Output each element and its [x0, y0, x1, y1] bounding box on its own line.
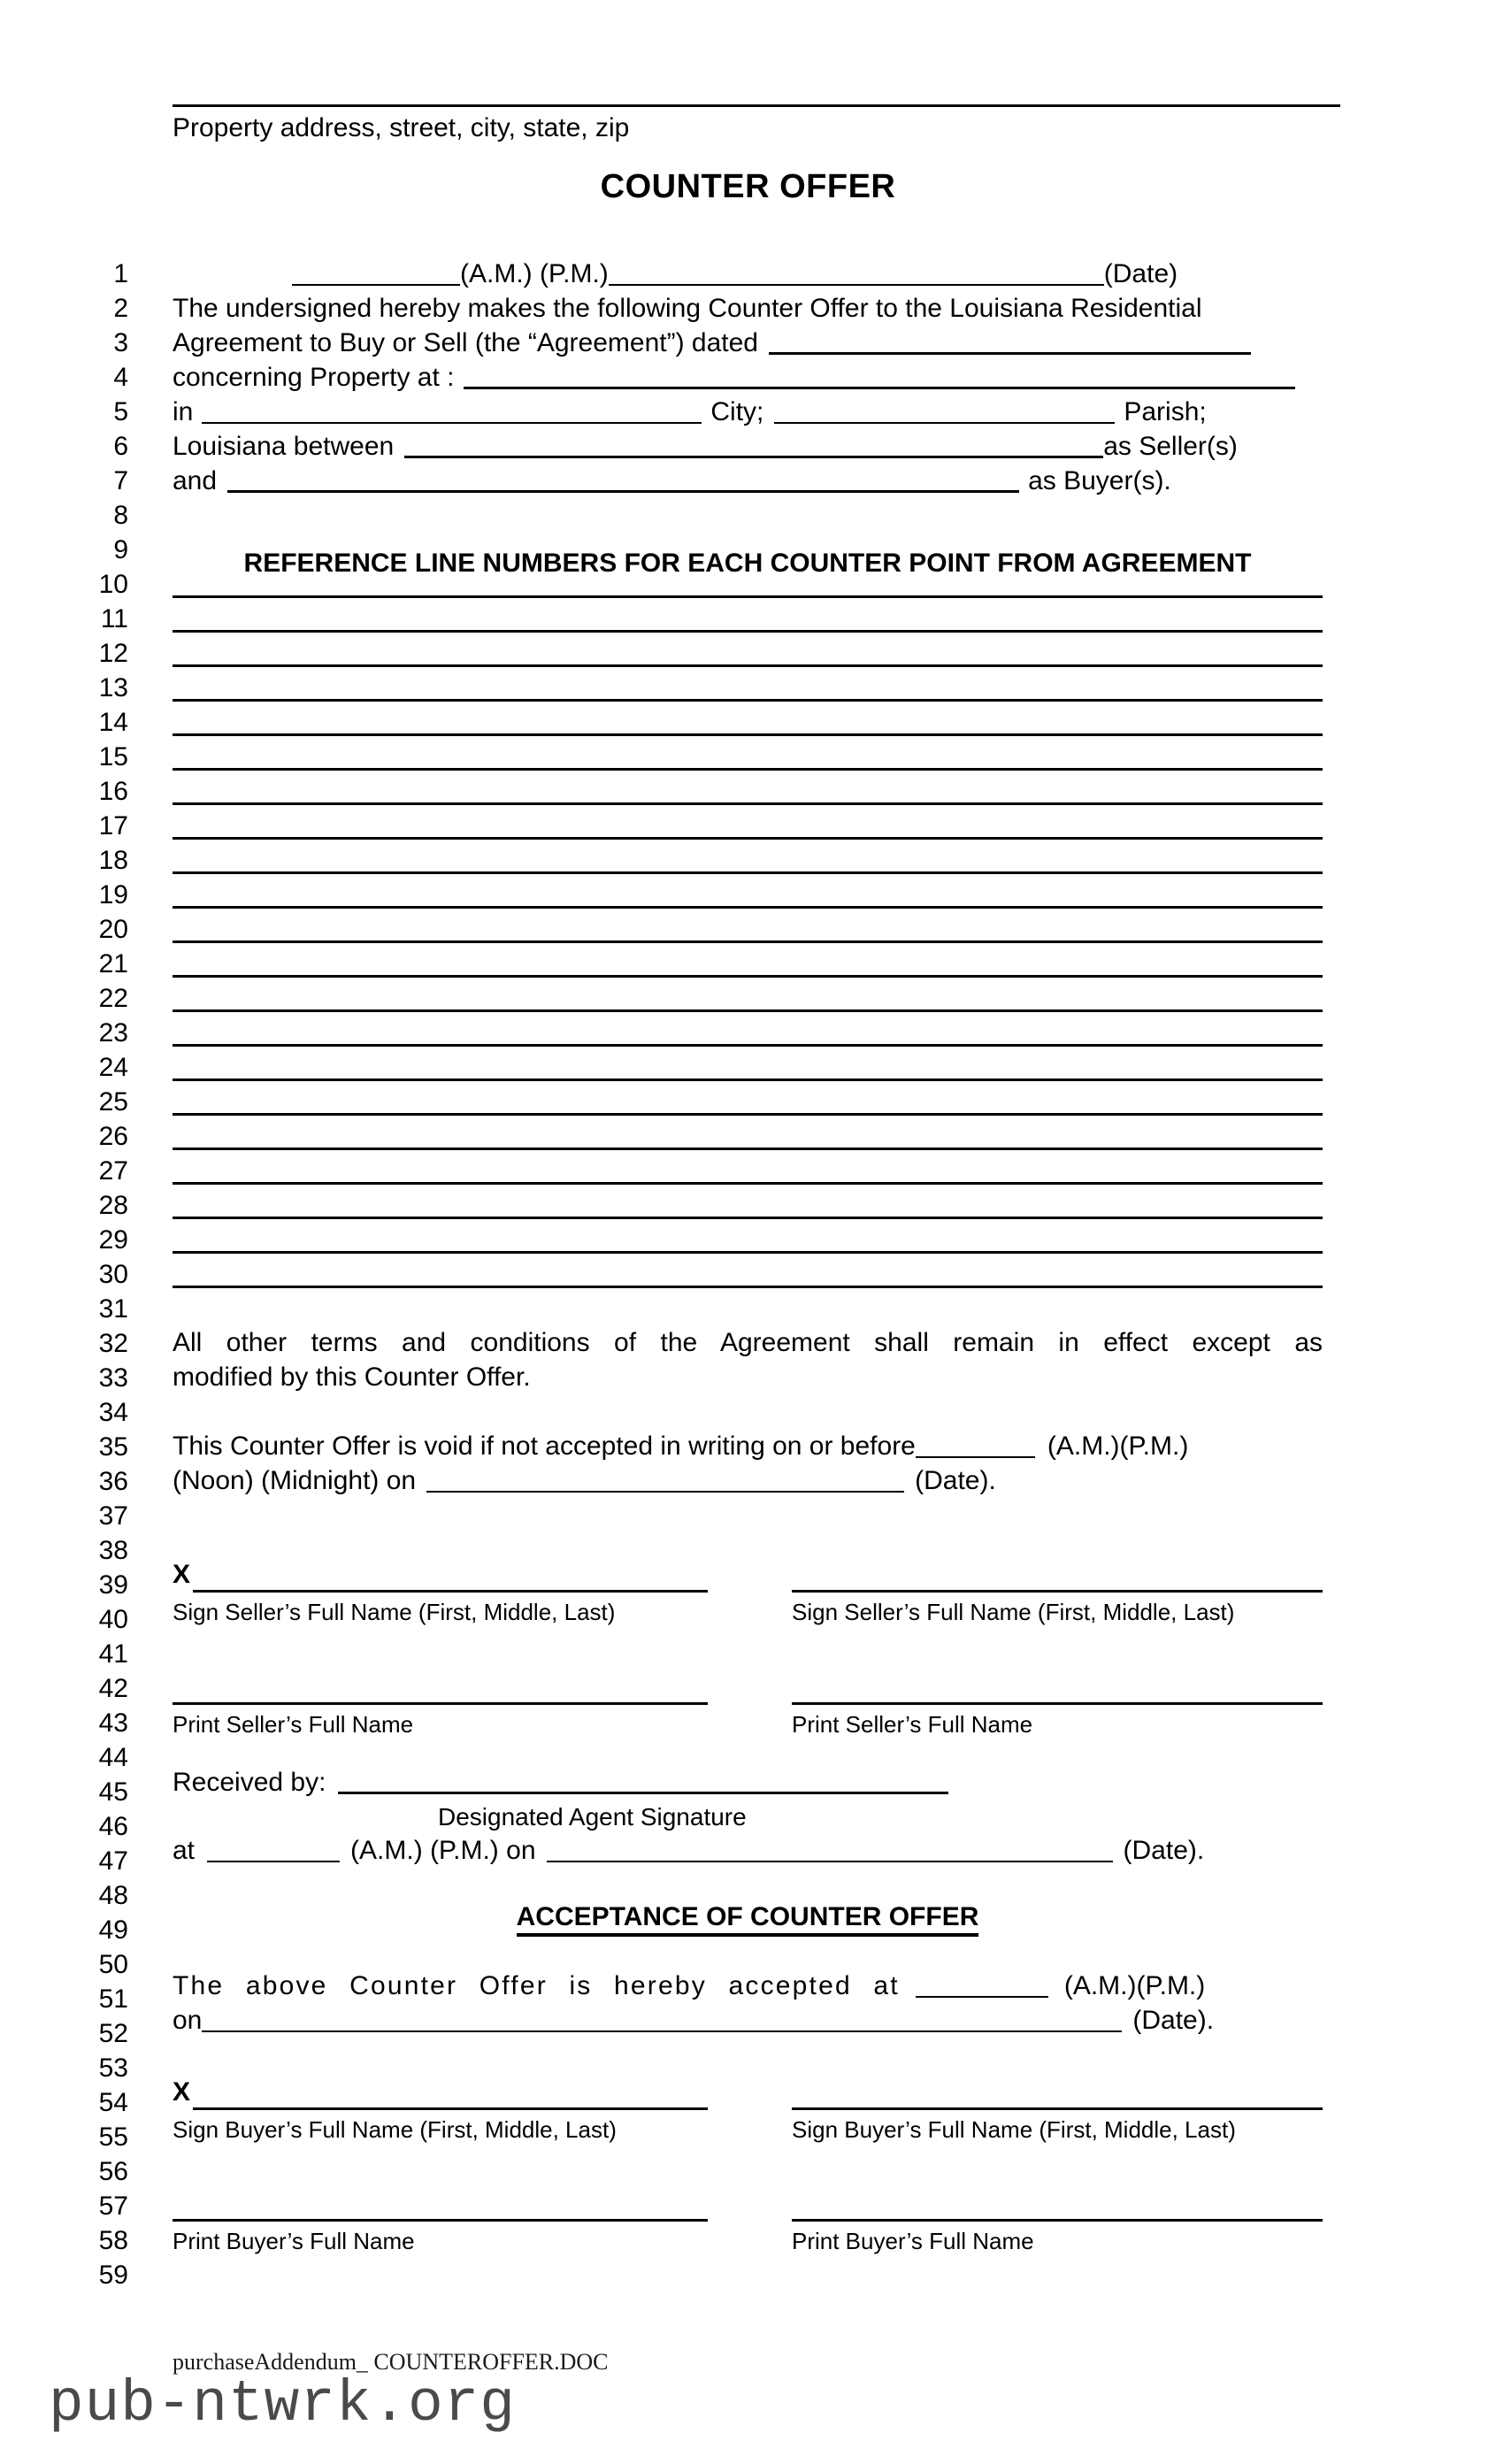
line-number-label: 6: [113, 432, 128, 461]
line-number-label: 14: [98, 708, 128, 737]
line-5-city-label: City;: [710, 397, 764, 426]
line-number-label: 30: [98, 1260, 128, 1289]
line-number-label: 5: [113, 397, 128, 426]
counter-point-rule-25[interactable]: [173, 1113, 1323, 1116]
line-33-content: modified by this Counter Offer.: [173, 1362, 531, 1392]
line-45-content: [173, 1765, 1323, 1800]
counter-point-rule-15[interactable]: [173, 768, 1323, 771]
received-time-blank[interactable]: [207, 1841, 340, 1862]
line-number-label: 51: [98, 1984, 128, 2014]
line-4-text: concerning Property at :: [173, 363, 455, 392]
counter-point-rule-16[interactable]: [173, 802, 1323, 805]
buyer-sign-caption-left: Sign Buyer’s Full Name (First, Middle, Last): [173, 2116, 617, 2143]
line-number-56: [0, 2154, 1496, 2189]
line-number-59: [0, 2258, 1496, 2292]
line-36-content: [173, 1463, 1323, 1498]
line-number-label: 38: [98, 1536, 128, 1565]
line-number-label: 32: [98, 1329, 128, 1358]
line-number-label: 22: [98, 984, 128, 1013]
line-1-ampm-label: (A.M.) (P.M.): [460, 259, 609, 288]
seller-print-rule-right[interactable]: [792, 1702, 1323, 1705]
line-number-label: 1: [113, 259, 128, 288]
line-number-label: 42: [98, 1674, 128, 1703]
counter-point-rule-26[interactable]: [173, 1148, 1323, 1150]
form-line-1: [0, 257, 1496, 291]
form-line-4: [0, 360, 1496, 395]
line-number-label: 43: [98, 1708, 128, 1738]
seller-signature-rule-right[interactable]: [792, 1590, 1323, 1593]
counter-point-rule-17[interactable]: [173, 837, 1323, 840]
line-number-37: [0, 1499, 1496, 1533]
received-by-label: Received by:: [173, 1768, 326, 1797]
counter-point-rule-22[interactable]: [173, 1009, 1323, 1012]
line-number-label: 40: [98, 1605, 128, 1634]
buyer-signature-rule-right[interactable]: [792, 2107, 1323, 2110]
line-1-date-label: (Date): [1103, 259, 1178, 288]
line-number-label: 23: [98, 1018, 128, 1048]
counter-point-rule-28[interactable]: [173, 1217, 1323, 1219]
line-2-content: The undersigned hereby makes the following Counter Offer to the Louisiana Residential: [173, 294, 1202, 323]
line-number-label: 2: [113, 294, 128, 323]
line-number-label: 24: [98, 1053, 128, 1082]
line-1-content: [173, 257, 1323, 291]
line-number-label: 12: [98, 639, 128, 668]
void-time-blank[interactable]: [916, 1437, 1035, 1458]
acceptance-date-blank[interactable]: [202, 2011, 1122, 2032]
line-number-label: 8: [113, 501, 128, 530]
form-line-52: [0, 2003, 1496, 2038]
form-line-5: [0, 395, 1496, 429]
line-number-label: 3: [113, 328, 128, 357]
counter-point-rule-12[interactable]: [173, 664, 1323, 667]
counter-point-rule-19[interactable]: [173, 906, 1323, 909]
line-4-content: [173, 360, 1323, 395]
form-line-47: [0, 1833, 1496, 1868]
line-number-label: 49: [98, 1915, 128, 1945]
line-number-label: 9: [113, 535, 128, 564]
counter-point-rule-11[interactable]: [173, 630, 1323, 633]
line-number-label: 48: [98, 1881, 128, 1910]
line-number-label: 35: [98, 1432, 128, 1462]
buyer-print-rule-right[interactable]: [792, 2219, 1323, 2222]
line-7-buyer-label: as Buyer(s).: [1028, 466, 1171, 495]
line-number-label: 10: [98, 570, 128, 599]
line-number-label: 7: [113, 466, 128, 495]
line-number-label: 45: [98, 1777, 128, 1807]
agent-signature-blank[interactable]: [338, 1772, 948, 1794]
buyer-signature-rule-left[interactable]: [193, 2107, 708, 2110]
line-number-label: 41: [98, 1639, 128, 1669]
line-6-content: [173, 429, 1323, 464]
line-number-label: 39: [98, 1570, 128, 1600]
line-number-label: 36: [98, 1467, 128, 1496]
form-line-45: [0, 1765, 1496, 1800]
line-number-label: 54: [98, 2088, 128, 2117]
form-line-32: [0, 1325, 1496, 1360]
seller-print-rule-left[interactable]: [173, 1702, 708, 1705]
line-number-label: 33: [98, 1363, 128, 1393]
line-number-label: 20: [98, 915, 128, 944]
line-number-label: 55: [98, 2122, 128, 2152]
counter-point-rule-18[interactable]: [173, 871, 1323, 874]
property-address-caption: Property address, street, city, state, zip: [173, 113, 630, 142]
buyer-name-blank[interactable]: [227, 471, 1019, 493]
counter-point-rule-14[interactable]: [173, 733, 1323, 736]
acceptance-date-label: (Date).: [1132, 2006, 1215, 2035]
line-number-label: 4: [113, 363, 128, 392]
form-line-6: [0, 429, 1496, 464]
line-number-label: 21: [98, 949, 128, 979]
line-number-8: [0, 498, 1496, 533]
line-number-31: [0, 1292, 1496, 1326]
line-35-content: [173, 1429, 1323, 1463]
line-number-label: 27: [98, 1156, 128, 1186]
line-number-label: 31: [98, 1294, 128, 1324]
seller-sign-caption-left: Sign Seller’s Full Name (First, Middle, Last): [173, 1599, 616, 1625]
form-line-3: [0, 326, 1496, 360]
received-date-blank[interactable]: [547, 1841, 1113, 1862]
designated-agent-caption: Designated Agent Signature: [438, 1803, 747, 1831]
counter-point-rule-20[interactable]: [173, 940, 1323, 943]
acceptance-ampm-label: (A.M.)(P.M.): [1063, 1971, 1206, 2000]
buyer-signature-x-left: X: [173, 2077, 191, 2107]
seller-name-blank[interactable]: [404, 436, 1103, 458]
line-5-parish-label: Parish;: [1124, 397, 1207, 426]
line-number-label: 58: [98, 2226, 128, 2255]
seller-print-caption-right: Print Seller’s Full Name: [792, 1711, 1033, 1738]
line-number-label: 57: [98, 2192, 128, 2221]
form-line-35: [0, 1429, 1496, 1463]
form-line-51: [0, 1969, 1496, 2003]
reference-section-heading: REFERENCE LINE NUMBERS FOR EACH COUNTER POINT FROM AGREEMENT: [243, 549, 1252, 578]
property-address-header: [173, 104, 1340, 146]
seller-sign-caption-right: Sign Seller’s Full Name (First, Middle, Last): [792, 1599, 1235, 1625]
line-number-label: 46: [98, 1812, 128, 1841]
line-number-label: 37: [98, 1501, 128, 1531]
line-number-label: 13: [98, 673, 128, 702]
line-number-label: 47: [98, 1846, 128, 1876]
line-number-38: [0, 1533, 1496, 1568]
line-36-date-label: (Date).: [915, 1466, 996, 1495]
line-number-label: 50: [98, 1950, 128, 1979]
line-51-content: [173, 1969, 1323, 2003]
line-3-content: [173, 326, 1323, 360]
line-32-content: All other terms and conditions of the Agreement shall remain in effect except as: [173, 1328, 1323, 1357]
counter-point-rule-13[interactable]: [173, 699, 1323, 702]
form-line-7: [0, 464, 1496, 498]
line-6-seller-label: as Seller(s): [1103, 432, 1238, 461]
acceptance-on-label: on: [173, 2006, 203, 2035]
buyer-sign-caption-right: Sign Buyer’s Full Name (First, Middle, Last): [792, 2116, 1236, 2143]
form-line-33: [0, 1360, 1496, 1394]
line-36-noon-label: (Noon) (Midnight) on: [173, 1466, 417, 1495]
seller-signature-x-left: X: [173, 1560, 191, 1589]
line-7-and-label: and: [173, 466, 218, 495]
counter-point-rule-30[interactable]: [173, 1286, 1323, 1288]
line-number-label: 29: [98, 1225, 128, 1255]
counter-point-rule-21[interactable]: [173, 975, 1323, 978]
form-line-2: [0, 291, 1496, 326]
form-line-36: [0, 1463, 1496, 1498]
parish-blank[interactable]: [774, 403, 1115, 424]
line-number-label: 28: [98, 1191, 128, 1220]
received-at-label: at: [173, 1836, 196, 1865]
line-number-41: [0, 1637, 1496, 1671]
line-number-label: 16: [98, 777, 128, 806]
counter-point-rule-29[interactable]: [173, 1251, 1323, 1254]
acceptance-heading-text: ACCEPTANCE OF COUNTER OFFER: [517, 1902, 979, 1937]
line-number-label: 15: [98, 742, 128, 771]
line-number-label: 53: [98, 2053, 128, 2083]
void-date-blank[interactable]: [426, 1471, 904, 1493]
line-47-content: [173, 1833, 1323, 1868]
property-address-blank[interactable]: [464, 367, 1295, 389]
city-blank[interactable]: [202, 403, 702, 424]
line-3-text: Agreement to Buy or Sell (the “Agreement”) dated: [173, 328, 758, 357]
buyer-print-rule-left[interactable]: [173, 2219, 708, 2222]
line-number-label: 56: [98, 2157, 128, 2186]
time-blank-line1[interactable]: [292, 265, 460, 286]
agreement-date-blank[interactable]: [769, 333, 1251, 355]
line-number-53: [0, 2051, 1496, 2085]
line-number-label: 59: [98, 2261, 128, 2290]
line-number-label: 18: [98, 846, 128, 875]
line-number-42: [0, 1671, 1496, 1706]
date-blank-line1[interactable]: [609, 265, 1104, 286]
line-number-label: 11: [100, 604, 128, 633]
line-number-label: 19: [98, 880, 128, 910]
acceptance-time-blank[interactable]: [916, 1977, 1048, 1998]
line-6-louisiana-label: Louisiana between: [173, 432, 395, 461]
received-date-label: (Date).: [1123, 1836, 1205, 1865]
line-number-label: 44: [98, 1743, 128, 1772]
acceptance-section-heading: [173, 1900, 1323, 1934]
site-watermark: pub-ntwrk.org: [49, 2371, 516, 2437]
counter-point-rule-24[interactable]: [173, 1078, 1323, 1081]
footer-filename: purchaseAddendum_ COUNTEROFFER.DOC: [173, 2349, 609, 2375]
line-7-content: [173, 464, 1323, 498]
line-35-ampm-label: (A.M.)(P.M.): [1047, 1432, 1189, 1461]
line-number-label: 26: [98, 1122, 128, 1151]
counter-point-rule-27[interactable]: [173, 1182, 1323, 1185]
line-number-label: 17: [98, 811, 128, 841]
page-title: COUNTER OFFER: [600, 168, 896, 205]
line-35-text: This Counter Offer is void if not accepted in writing on or before: [173, 1432, 916, 1461]
line-number-label: 52: [98, 2019, 128, 2048]
received-ampm-label: (A.M.) (P.M.) on: [350, 1836, 536, 1865]
counter-point-rule-10[interactable]: [173, 595, 1323, 598]
line-number-label: 34: [98, 1398, 128, 1427]
line-number-label: 25: [98, 1087, 128, 1117]
acceptance-text: The above Counter Offer is hereby accepted at: [173, 1971, 900, 2000]
seller-signature-rule-left[interactable]: [193, 1590, 708, 1593]
line-52-content: [173, 2003, 1323, 2038]
seller-print-caption-left: Print Seller’s Full Name: [173, 1711, 414, 1738]
line-5-in-label: in: [173, 397, 194, 426]
line-number-34: [0, 1395, 1496, 1430]
buyer-print-caption-left: Print Buyer’s Full Name: [173, 2228, 415, 2254]
counter-point-rule-23[interactable]: [173, 1044, 1323, 1047]
line-5-content: [173, 395, 1323, 429]
buyer-print-caption-right: Print Buyer’s Full Name: [792, 2228, 1034, 2254]
